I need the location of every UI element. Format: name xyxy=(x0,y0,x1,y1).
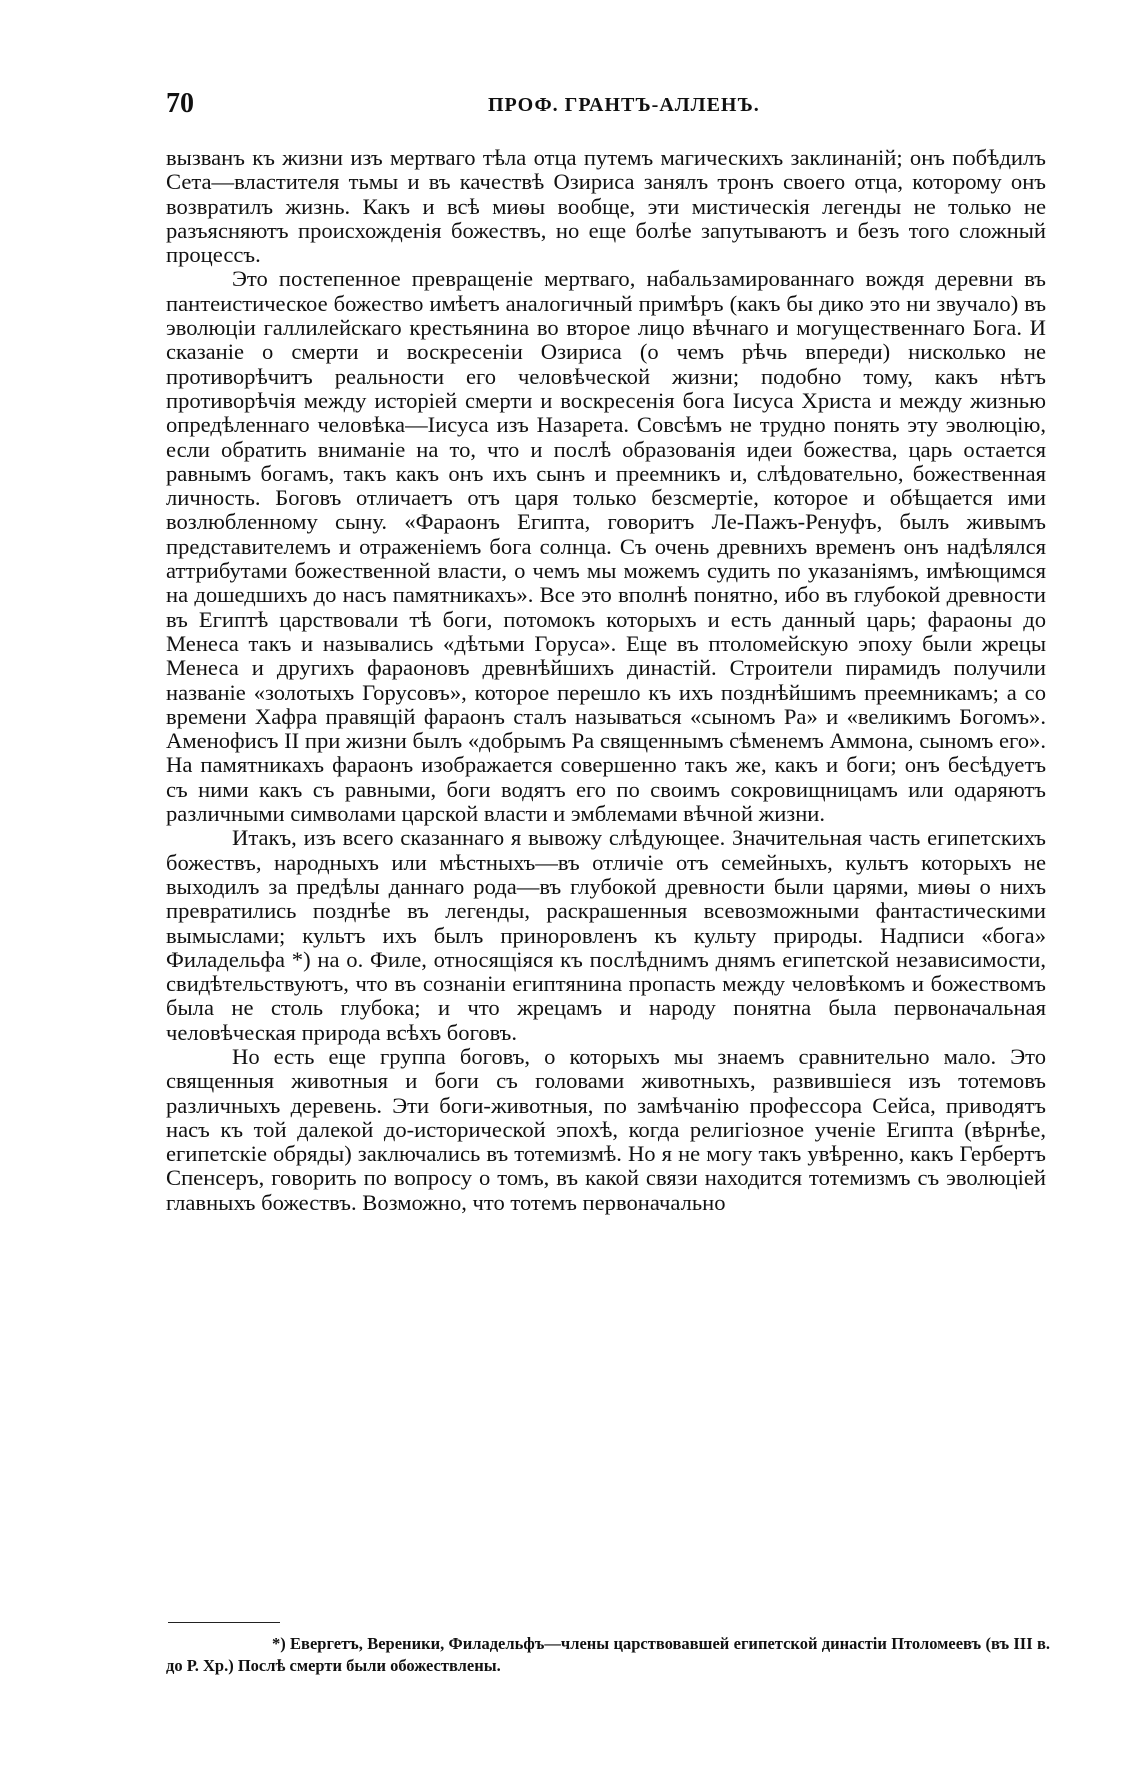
footnote-text: *) Евергетъ, Вереники, Филадельфъ—члены царствовавшей египетской династіи Птоломеевъ (въ III в. до Р. Хр.) Послѣ смерти были обожествлены. xyxy=(166,1634,1050,1675)
footnote-divider xyxy=(168,1622,280,1623)
paragraph: Но есть еще группа боговъ, о которыхъ мы знаемъ сравнительно мало. Это священныя животныя и боги съ головами животныхъ, развившіеся изъ тотемовъ различныхъ деревень. Эти боги-животныя, по замѣчанію профессора Сейса, приводятъ насъ къ той далекой до-исторической эпохѣ, когда религіозное ученіе Египта (вѣрнѣе, египетскіе обряды) заключались въ тотемизмѣ. Но я не могу такъ увѣренно, какъ Гербертъ Спенсеръ, говорить по вопросу о томъ, въ какой связи находится тотемизмъ съ эволюціей главныхъ божествъ. Возможно, что тотемъ первоначально xyxy=(166,1043,1046,1215)
page-header xyxy=(158,88,1048,128)
paragraph-continued: вызванъ къ жизни изъ мертваго тѣла отца путемъ магическихъ заклинаній; онъ побѣдилъ Сета—властителя тьмы и въ качествѣ Озириса занялъ тронъ своего отца, которому онъ возвратилъ жизнь. Какъ и всѣ миѳы вообще, эти мистическія легенды не только не разъясняютъ происхожденія божествъ, но еще болѣе запутываютъ и безъ того сложный процессъ. xyxy=(166,145,1046,268)
running-head: ПРОФ. ГРАНТЪ-АЛЛЕНЪ. xyxy=(488,94,760,116)
footnote xyxy=(166,1633,1050,1677)
paragraph: Это постепенное превращеніе мертваго, набальзамированнаго вождя деревни въ пантеистическое божество имѣетъ аналогичный примѣръ (какъ бы дико это ни звучало) въ эволюціи галлилейскаго крестьянина во второе лицо вѣчнаго и могущественнаго Бога. И сказаніе о смерти и воскресеніи Озириса (о чемъ рѣчь впереди) нисколько не противорѣчитъ реальности его человѣческой жизни; подобно тому, какъ нѣтъ противорѣчія между исторіей смерти и воскресенія бога Іисуса Христа и между жизнью опредѣленнаго человѣка—Іисуса изъ Назарета. Совсѣмъ не трудно понять эту эволюцію, если обратить вниманіе на то, что и послѣ образованія идеи божества, царь остается равнымъ богамъ, такъ какъ онъ ихъ сынъ и преемникъ и, слѣдовательно, божественная личность. Боговъ отличаетъ отъ царя только безсмертіе, которое и обѣщается ими возлюбленному сыну. «Фараонъ Египта, говоритъ Ле-Пажъ-Ренуфъ, былъ живымъ представителемъ и отраженіемъ бога солнца. Съ очень древнихъ временъ онъ надѣлялся аттрибутами божественной власти, о чемъ мы можемъ судить по указаніямъ, имѣющимся на дошедшихъ до насъ памятникахъ». Все это вполнѣ понятно, ибо въ глубокой древности въ Египтѣ царствовали тѣ боги, потомокъ которыхъ и есть данный царь; фараоны до Менеса такъ и назывались «дѣтьми Горуса». Еще въ птоломейскую эпоху были жрецы Менеса и другихъ фараоновъ древнѣйшихъ династій. Строители пирамидъ получили названіе «золотыхъ Горусовъ», которое перешло къ ихъ позднѣйшимъ преемникамъ; а со времени Хафра правящій фараонъ сталъ называться «сыномъ Ра» и «великимъ Богомъ». Аменофисъ II при жизни былъ «добрымъ Ра священнымъ сѣменемъ Аммона, сыномъ его». На памятникахъ фараонъ изображается совершенно такъ же, какъ и боги; онъ бесѣдуетъ съ ними какъ съ равными, боги водятъ его по своимъ сокровищницамъ или одаряютъ различными символами царской власти и эмблемами вѣчной жизни. xyxy=(166,266,1046,827)
body-text xyxy=(166,146,1046,1215)
page-number: 70 xyxy=(166,88,194,119)
paragraph: Итакъ, изъ всего сказаннаго я вывожу слѣдующее. Значительная часть египетскихъ божествъ, народныхъ или мѣстныхъ—въ отличіе отъ семейныхъ, культъ которыхъ не выходилъ за предѣлы даннаго рода—въ глубокой древности были царями, миѳы о нихъ превратились позднѣе въ легенды, раскрашенныя всевозможными фантастическими вымыслами; культъ ихъ былъ приноровленъ къ культу природы. Надписи «бога» Филадельфа *) на о. Филе, относящіяся къ послѣднимъ днямъ египетской независимости, свидѣтельствуютъ, что въ сознаніи египтянина пропасть между человѣкомъ и божествомъ была не столь глубока; и что жрецамъ и народу понятна была первоначальная человѣческая природа всѣхъ боговъ. xyxy=(166,825,1046,1045)
